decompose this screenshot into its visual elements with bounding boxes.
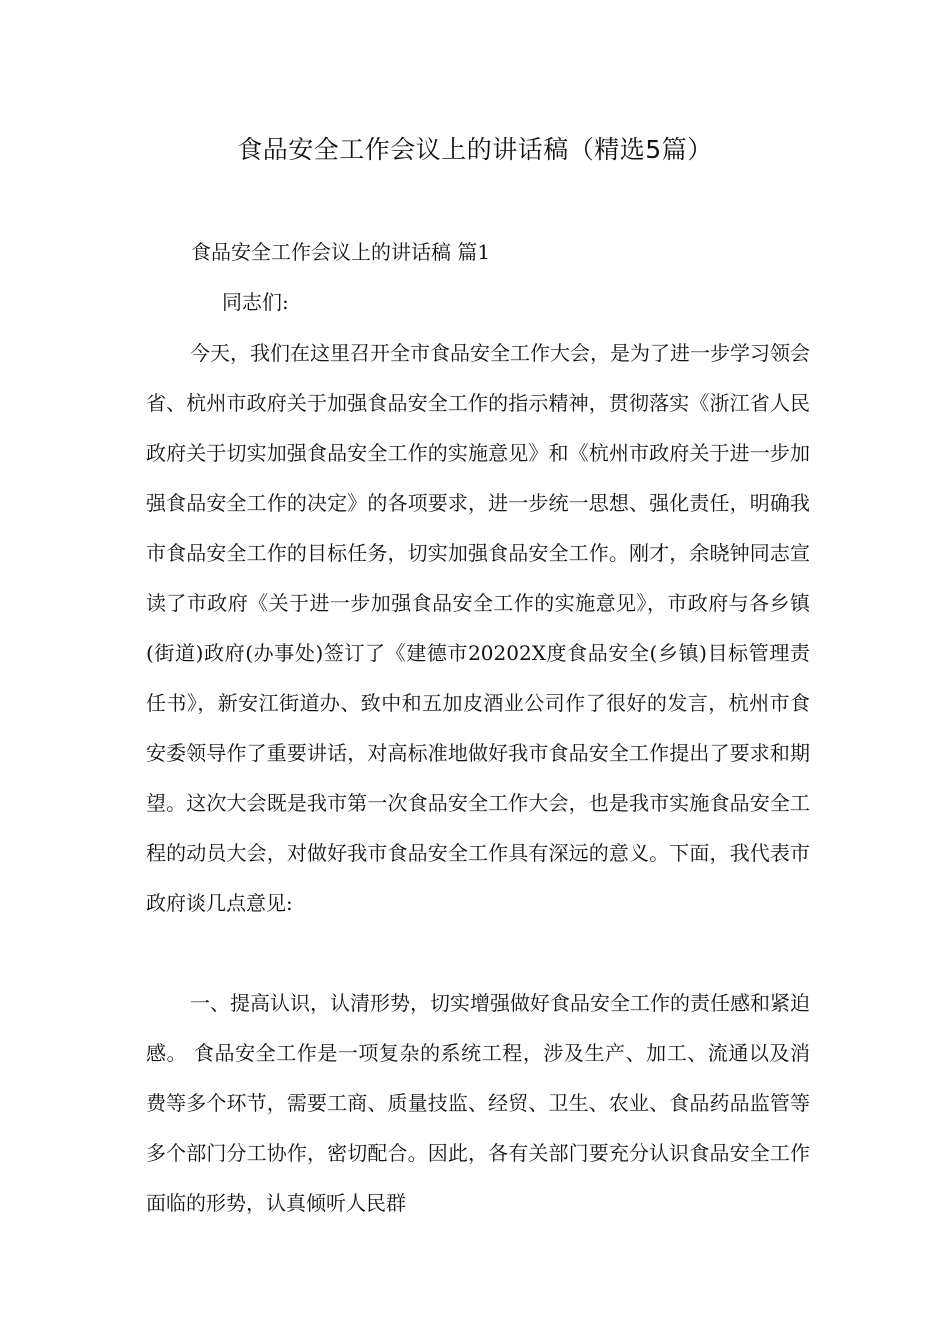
body-paragraph: 一、提高认识，认清形势，切实增强做好食品安全工作的责任感和紧迫感。 食品安全工作是一项复杂的系统工程，涉及生产、加工、流通以及消费等多个环节，需要工商、质量技监、经贸、卫生、农业、食品药品监管等多个部门分工协作，密切配合。因此，各有关部门要充分认识食品安全工作面临的形势，认真倾听人民群 xyxy=(146,991,810,1215)
body-paragraph: 今天，我们在这里召开全市食品安全工作大会，是为了进一步学习领会省、杭州市政府关于加强食品安全工作的指示精神，贯彻落实《浙江省人民政府关于切实加强食品安全工作的实施意见》和《杭州市政府关于进一步加强食品安全工作的决定》的各项要求，进一步统一思想、强化责任，明确我市食品安全工作的目标任务，切实加强食品安全工作。刚才，余晓钟同志宣读了市政府《关于进一步加强食品安全工作的实施意见》，市政府与各乡镇(街道)政府(办事处)签订了《建德市20202X度食品安全(乡镇)目标管理责任书》，新安江街道办、致中和五加皮酒业公司作了很好的发言，杭州市食安委领导作了重要讲话，对高标准地做好我市食品安全工作提出了要求和期望。这次大会既是我市第一次食品安全工作大会，也是我市实施食品安全工程的动员大会，对做好我市食品安全工作具有深远的意义。下面，我代表市政府谈几点意见: xyxy=(146,341,810,915)
greeting: 同志们: xyxy=(222,290,289,314)
document-title: 食品安全工作会议上的讲话稿（精选5篇） xyxy=(237,135,713,164)
section-heading: 食品安全工作会议上的讲话稿 篇1 xyxy=(191,240,491,264)
